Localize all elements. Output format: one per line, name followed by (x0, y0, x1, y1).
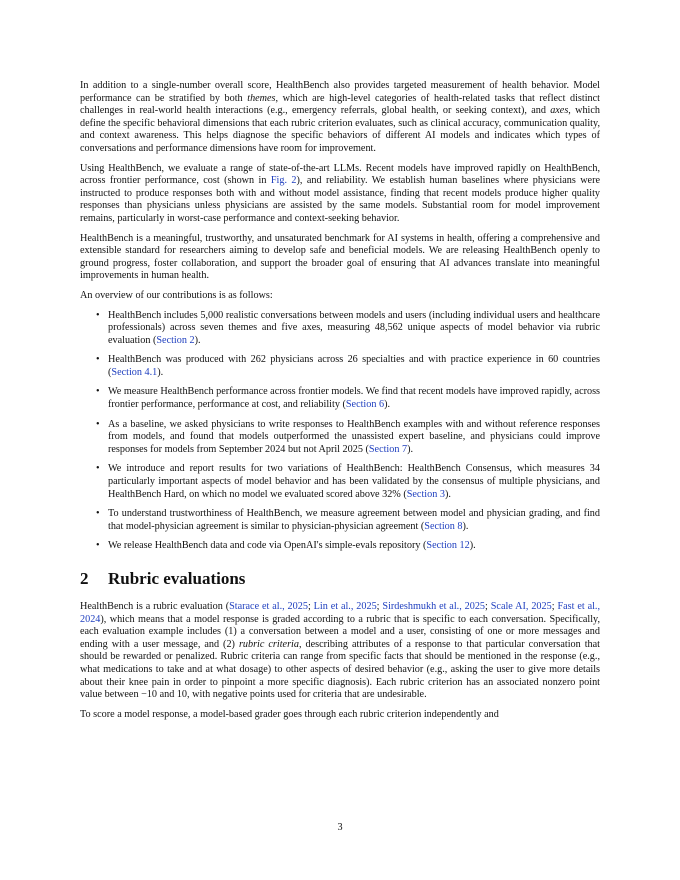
section-link[interactable]: Section 7 (368, 443, 408, 455)
rubric-paragraph-2: To score a model response, a model-based grader goes through each rubric criterion independently and (80, 708, 499, 720)
text-run: ), and reliability. We establish human baselines where physicians were instructed to produce responses both with and without model assistance, finding that recent models produce higher quality responses than physicians unless physicians are assisted by the same models. Substantial room for model improvement remains, particularly in worst-case performance and context-seeking behavior. (80, 175, 600, 224)
text-run: ), which means that a model response is graded according to a rubric that is specific to each conversation. Specifically, each evaluation example includes (1) a conversation between a model and a user, consisting of one or more messages and ending with a user message, and (2) (80, 613, 600, 650)
contribution-item (96, 418, 600, 457)
contribution-item (96, 540, 600, 553)
citation-link[interactable]: Scale AI, 2025 (490, 601, 552, 612)
citation-link[interactable]: Lin et al., 2025 (313, 601, 377, 612)
page-body (80, 80, 600, 728)
text-run: ). (157, 366, 164, 378)
bullet-icon: • (96, 309, 100, 321)
section-link[interactable]: Section 8 (424, 520, 463, 532)
text-run: We introduce and report results for two variations of HealthBench: HealthBench Consensus, which measures 34 particularly important aspects of model behavior and has been validated by the consensus of multiple physicians, and HealthBench Hard, on which no model we evaluated scored above 32% ( (108, 463, 600, 500)
text-run: In addition to a single-number overall score, HealthBench also provides targeted measurement of health behavior. Model performance can be stratified by both (80, 80, 600, 104)
axes-term: axes (550, 105, 569, 117)
text-run: HealthBench includes 5,000 realistic conversations between models and users (including individual users and healthcare professionals) across seven themes and five axes, measuring 48,562 unique aspects of model behavior via rubric evaluation ( (108, 309, 600, 346)
text-run: ). (462, 520, 469, 532)
text-run: HealthBench was produced with 262 physicians across 26 specialties and with practice experience in 60 countries ( (108, 354, 600, 378)
section-number: 2 (80, 569, 89, 588)
text-run: ). (407, 443, 414, 455)
text-run: ; (551, 601, 558, 612)
contribution-item (96, 463, 600, 501)
text-run: , describing attributes of a response to that particular conversation that should be rewarded or penalized. Rubric criteria can range from specific facts that should be mentioned in the response (e.g., what medications to take and at what dosage) to other aspects of desired behavior (e.g., asking the user to give more details about their knee pain in order to pinpoint a more specific diagnosis). Each rubric criterion has an associated nonzero point value between −10 and 10, with negative points used for criteria that are undesirable. (80, 638, 601, 701)
text-run: ; (485, 601, 491, 612)
text-run: ). (384, 399, 391, 411)
citation-link[interactable]: Starace et al., 2025 (229, 601, 308, 612)
bullet-icon: • (96, 354, 100, 366)
bullet-icon: • (96, 540, 100, 552)
section-link[interactable]: Section 3 (406, 488, 445, 500)
bullet-icon: • (96, 463, 100, 475)
citation-link[interactable]: Fast et al., 2024 (80, 601, 601, 625)
text-run: ; (307, 601, 314, 612)
text-run: HealthBench is a rubric evaluation ( (80, 601, 230, 612)
text-run: ). (194, 334, 201, 346)
intro-paragraph-1 (80, 80, 600, 156)
contribution-item (96, 309, 600, 348)
text-run: ). (469, 540, 476, 552)
text-run: To understand trustworthiness of HealthBench, we measure agreement between model and physician grading, and find that model-physician agreement is similar to physician-physician agreement ( (108, 508, 600, 532)
section-link[interactable]: Section 6 (345, 399, 385, 411)
rubric-criteria-term: rubric criteria (238, 638, 299, 650)
section-link[interactable]: Section 2 (156, 334, 195, 346)
contributions-list (80, 310, 600, 554)
text-run: We release HealthBench data and code via OpenAI's simple-evals repository ( (108, 540, 427, 552)
themes-term: themes (247, 92, 276, 104)
citation-link[interactable]: Sirdeshmukh et al., 2025 (382, 601, 486, 612)
rubric-paragraph-1 (80, 601, 600, 702)
intro-paragraph-4: An overview of our contributions is as follows: (80, 289, 273, 301)
section-link[interactable]: Section 12 (426, 540, 470, 552)
text-run: ; (376, 601, 383, 612)
page-number: 3 (337, 822, 343, 833)
intro-paragraph-3: HealthBench is a meaningful, trustworthy, and unsaturated benchmark for AI systems in health, offering a comprehensive and extensible standard for researchers aiming to develop safe and beneficial models. We are releasing HealthBench openly to ground progress, foster collaboration, and support the broader goal of ensuring that AI advances translate into meaningful improvements in human health. (80, 232, 600, 282)
bullet-icon: • (96, 386, 100, 398)
text-run: Using HealthBench, we evaluate a range of state-of-the-art LLMs. Recent models have improved rapidly on HealthBench, across frontier performance, cost (shown in (80, 162, 600, 187)
text-run: We measure HealthBench performance across frontier models. We find that recent models have improved rapidly, across frontier performance, performance at cost, and reliability ( (108, 386, 600, 411)
contribution-item (96, 354, 600, 379)
intro-paragraph-2 (80, 163, 600, 226)
section-link[interactable]: Section 4.1 (111, 366, 158, 378)
bullet-icon: • (96, 418, 100, 430)
text-run: ). (444, 488, 451, 500)
section-title: Rubric evaluations (108, 569, 246, 588)
contribution-item (96, 508, 600, 533)
contribution-item (96, 386, 600, 411)
figure-2-link[interactable]: Fig. 2 (270, 175, 297, 187)
bullet-icon: • (96, 508, 100, 520)
text-run: , which define the specific behavioral dimensions that each rubric criterion evaluates, such as clinical accuracy, communication quality, and context awareness. This helps diagnose the specific behaviors of different AI models and indicates which types of conversations and performance dimensions have room for improvement. (80, 105, 601, 154)
text-run: As a baseline, we asked physicians to write responses to HealthBench examples with and without reference responses from models, and found that models outperformed the unassisted expert baseline, and physicians could improve responses for models from September 2024 but not April 2025 ( (108, 418, 600, 455)
text-run: , which are high-level categories of health-related tasks that reflect distinct challenges in real-world health interactions (e.g., emergency referrals, global health, or seeking context), and (80, 92, 600, 117)
section-heading (80, 569, 600, 589)
